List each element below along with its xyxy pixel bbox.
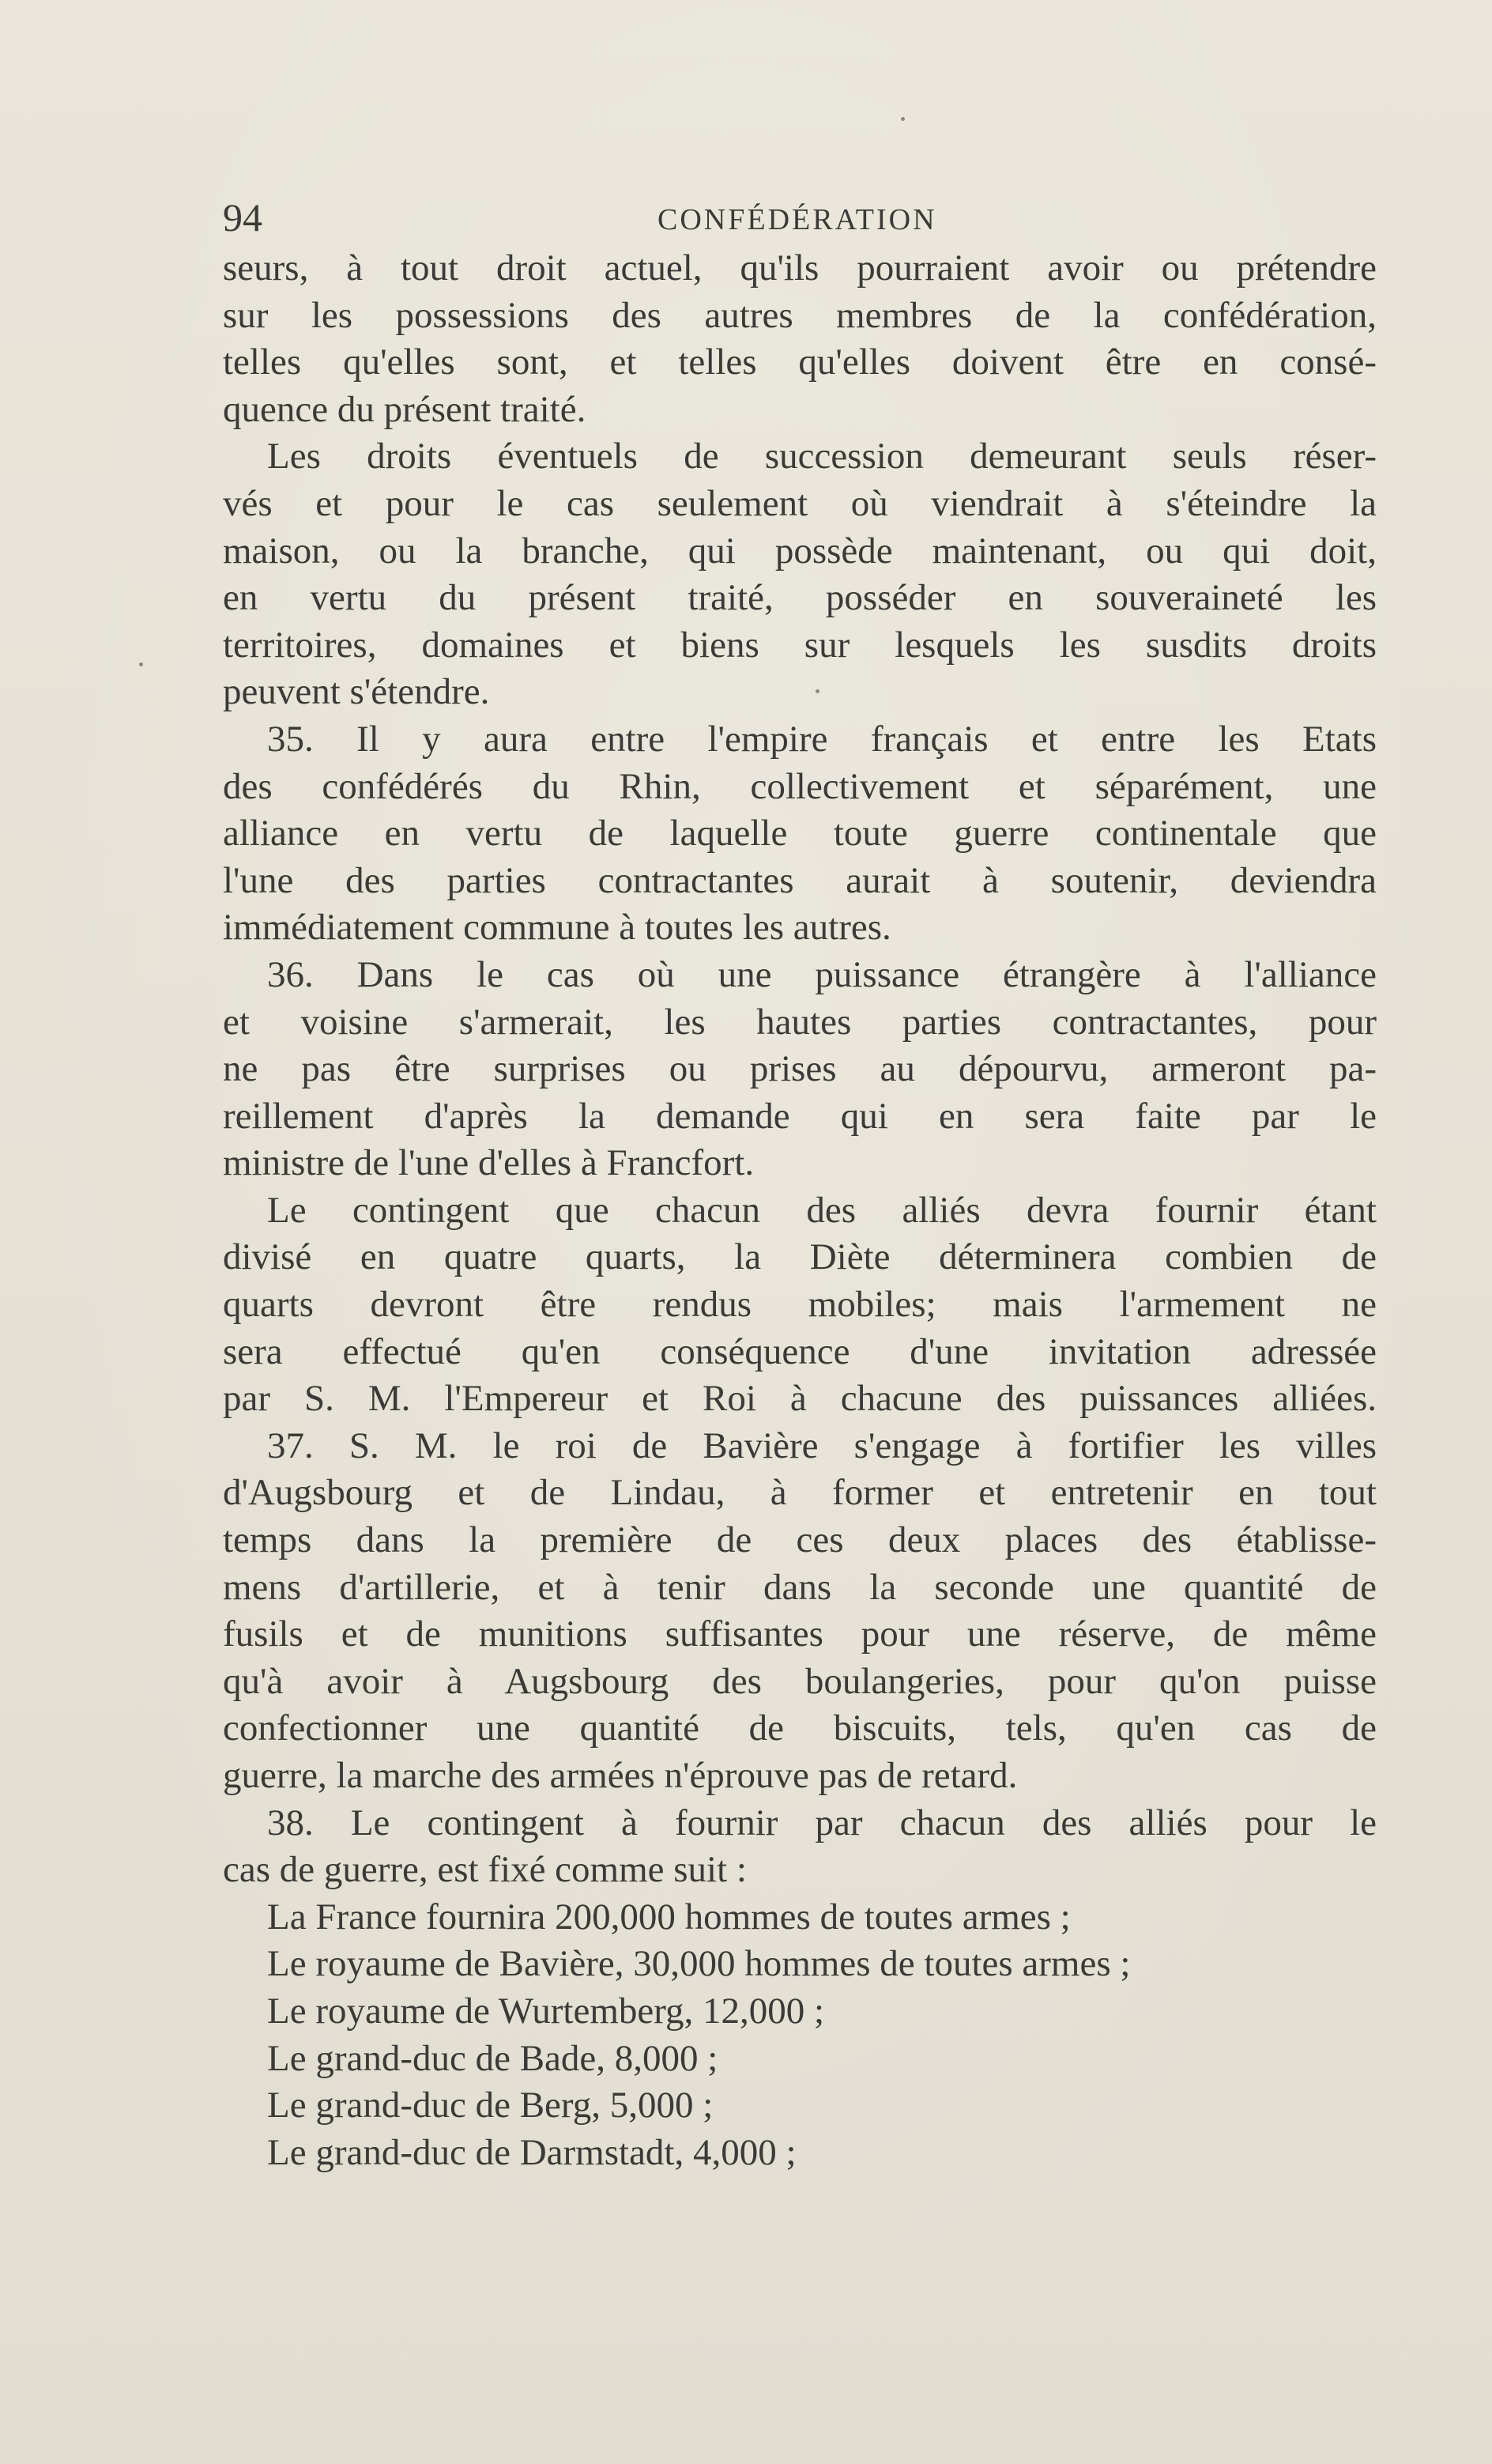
paper-speck bbox=[816, 689, 819, 693]
text-line: d'Augsbourg et de Lindau, à former et entretenir en tout bbox=[223, 1472, 1377, 1514]
contingent-item: Le grand-duc de Berg, 5,000 ; bbox=[267, 2085, 714, 2126]
text-line: immédiatement commune à toutes les autres. bbox=[223, 907, 891, 949]
text-line: qu'à avoir à Augsbourg des boulangeries, pour qu'on puisse bbox=[223, 1660, 1377, 1702]
text-line: vés et pour le cas seulement où viendrait à s'éteindre la bbox=[223, 482, 1377, 524]
text-line: telles qu'elles sont, et telles qu'elles doivent être en consé- bbox=[223, 341, 1377, 383]
text-line: divisé en quatre quarts, la Diète déterminera combien de bbox=[223, 1236, 1377, 1278]
text-line: et voisine s'armerait, les hautes parties contractantes, pour bbox=[223, 1001, 1377, 1043]
text-line: en vertu du présent traité, posséder en souveraineté les bbox=[223, 577, 1377, 619]
article-36-start: 36. Dans le cas où une puissance étrangère à l'alliance bbox=[267, 953, 1377, 995]
text-line: peuvent s'étendre. bbox=[223, 671, 490, 713]
text-line: alliance en vertu de laquelle toute guerre continentale que bbox=[223, 813, 1377, 855]
text-line: quence du présent traité. bbox=[223, 388, 586, 430]
page-body bbox=[223, 245, 1377, 2176]
paragraph-start: Les droits éventuels de succession demeurant seuls réser- bbox=[267, 436, 1377, 477]
running-head: CONFÉDÉRATION bbox=[657, 203, 937, 236]
text-line: reillement d'après la demande qui en sera faite par le bbox=[223, 1095, 1377, 1137]
text-line: ne pas être surprises ou prises au dépourvu, armeront pa- bbox=[223, 1048, 1377, 1090]
text-line: sur les possessions des autres membres de la confédération, bbox=[223, 294, 1377, 336]
text-line: confectionner une quantité de biscuits, tels, qu'en cas de bbox=[223, 1707, 1377, 1749]
article-37-start: 37. S. M. le roi de Bavière s'engage à fortifier les villes bbox=[267, 1424, 1377, 1466]
text-line: l'une des parties contractantes aurait à soutenir, deviendra bbox=[223, 859, 1377, 901]
text-line: seurs, à tout droit actuel, qu'ils pourraient avoir ou prétendre bbox=[223, 247, 1377, 289]
contingent-item: Le royaume de Bavière, 30,000 hommes de toutes armes ; bbox=[267, 1943, 1131, 1985]
contingent-item: Le grand-duc de Bade, 8,000 ; bbox=[267, 2037, 718, 2079]
paragraph-start: Le contingent que chacun des alliés devra fournir étant bbox=[267, 1189, 1377, 1231]
text-line: fusils et de munitions suffisantes pour une réserve, de même bbox=[223, 1613, 1377, 1655]
text-line: mens d'artillerie, et à tenir dans la seconde une quantité de bbox=[223, 1566, 1377, 1608]
text-line: guerre, la marche des armées n'éprouve pas de retard. bbox=[223, 1755, 1018, 1796]
text-line: temps dans la première de ces deux places des établisse- bbox=[223, 1519, 1377, 1561]
text-line: maison, ou la branche, qui possède maintenant, ou qui doit, bbox=[223, 530, 1377, 572]
text-line: cas de guerre, est fixé comme suit : bbox=[223, 1849, 747, 1891]
text-line: des confédérés du Rhin, collectivement et séparément, une bbox=[223, 765, 1377, 807]
paper-speck bbox=[901, 117, 905, 121]
paper-speck bbox=[139, 662, 143, 666]
text-line: quarts devront être rendus mobiles; mais l'armement ne bbox=[223, 1284, 1377, 1326]
text-line: territoires, domaines et biens sur lesquels les susdits droits bbox=[223, 624, 1377, 666]
article-35-start: 35. Il y aura entre l'empire français et entre les Etats bbox=[267, 718, 1377, 760]
text-line: par S. M. l'Empereur et Roi à chacune des puissances alliées. bbox=[223, 1378, 1377, 1420]
text-line: sera effectué qu'en conséquence d'une invitation adressée bbox=[223, 1330, 1377, 1372]
text-line: ministre de l'une d'elles à Francfort. bbox=[223, 1142, 755, 1184]
contingent-item: La France fournira 200,000 hommes de toutes armes ; bbox=[267, 1896, 1071, 1938]
contingent-item: Le royaume de Wurtemberg, 12,000 ; bbox=[267, 1990, 825, 2032]
article-38-start: 38. Le contingent à fournir par chacun des alliés pour le bbox=[267, 1802, 1377, 1843]
contingent-item: Le grand-duc de Darmstadt, 4,000 ; bbox=[267, 2131, 797, 2173]
page-header bbox=[223, 190, 1377, 245]
page-number: 94 bbox=[223, 195, 262, 240]
